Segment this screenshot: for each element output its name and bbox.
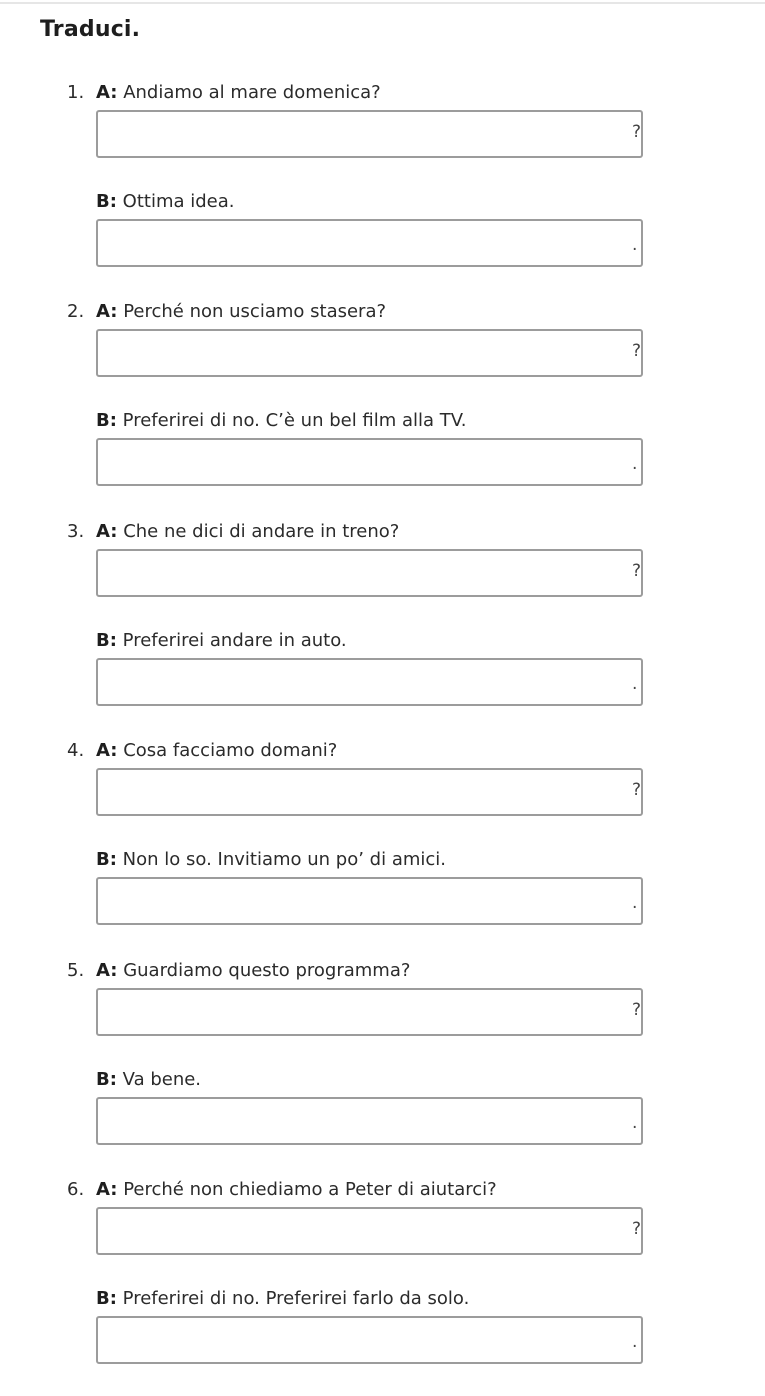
prompt-text: Cosa facciamo domani?	[123, 740, 338, 762]
answer-input[interactable]	[96, 1207, 643, 1255]
end-punctuation: .	[632, 1112, 638, 1133]
speaker-label: A:	[96, 520, 118, 542]
end-punctuation: ?	[632, 122, 642, 142]
end-punctuation: ?	[632, 560, 642, 581]
exercise-item	[0, 519, 765, 738]
answer-input[interactable]	[96, 877, 643, 925]
speaker-label: A:	[96, 301, 118, 323]
translation-exercise	[0, 80, 765, 1396]
prompt-b	[96, 190, 234, 214]
speaker-label: A:	[96, 740, 118, 762]
prompt-text: Che ne dici di andare in treno?	[123, 520, 400, 542]
prompt-text: Andiamo al mare domenica?	[123, 82, 381, 103]
end-punctuation: .	[632, 893, 638, 914]
prompt-text: Perché non usciamo stasera?	[123, 301, 387, 323]
speaker-label: B:	[96, 849, 117, 871]
top-divider	[0, 2, 765, 4]
prompt-text: Preferirei andare in auto.	[122, 629, 347, 651]
prompt-b	[96, 409, 467, 433]
answer-input[interactable]	[96, 438, 643, 486]
speaker-label: A:	[96, 959, 118, 981]
answer-input[interactable]	[96, 1097, 643, 1145]
speaker-label: B:	[96, 191, 117, 212]
prompt-b	[96, 848, 446, 872]
prompt-b	[96, 1287, 469, 1311]
item-number: 3.	[67, 520, 85, 542]
prompt-a	[96, 959, 410, 983]
end-punctuation: ?	[632, 1218, 642, 1239]
prompt-text: Preferirei di no. Preferirei farlo da solo.	[122, 1287, 470, 1309]
exercise-item	[0, 80, 765, 299]
end-punctuation: .	[632, 1331, 638, 1352]
prompt-a	[96, 1178, 497, 1202]
exercise-item	[0, 738, 765, 957]
prompt-text: Guardiamo questo programma?	[123, 959, 411, 981]
end-punctuation: ?	[632, 999, 642, 1020]
end-punctuation: ?	[632, 341, 642, 362]
prompt-text: Preferirei di no. C’è un bel film alla TV.	[122, 410, 467, 432]
answer-input[interactable]	[96, 658, 643, 706]
item-number: 5.	[67, 959, 85, 981]
speaker-label: B:	[96, 410, 117, 432]
answer-input[interactable]	[96, 549, 643, 597]
speaker-label: B:	[96, 1068, 117, 1090]
end-punctuation: ?	[632, 780, 642, 801]
exercise-item	[0, 958, 765, 1177]
prompt-text: Ottima idea.	[122, 191, 235, 212]
end-punctuation: .	[632, 673, 638, 694]
answer-input[interactable]	[96, 219, 643, 267]
answer-input[interactable]	[96, 1316, 643, 1364]
item-number: 6.	[67, 1178, 85, 1200]
prompt-b	[96, 1068, 201, 1092]
answer-input[interactable]	[96, 768, 643, 816]
end-punctuation: .	[632, 235, 638, 255]
prompt-text: Va bene.	[122, 1068, 202, 1090]
answer-input[interactable]	[96, 329, 643, 377]
item-number: 2.	[67, 301, 85, 323]
exercise-title: Traduci.	[40, 17, 141, 42]
speaker-label: B:	[96, 1287, 117, 1309]
prompt-text: Perché non chiediamo a Peter di aiutarci?	[123, 1178, 497, 1200]
end-punctuation: .	[632, 454, 638, 475]
speaker-label: A:	[96, 1178, 118, 1200]
prompt-a	[96, 300, 386, 324]
prompt-a	[96, 739, 337, 763]
prompt-b	[96, 629, 347, 653]
speaker-label: A:	[96, 82, 118, 103]
prompt-text: Non lo so. Invitiamo un po’ di amici.	[122, 849, 446, 871]
prompt-a	[96, 520, 399, 544]
answer-input[interactable]	[96, 110, 643, 158]
item-number: 1.	[67, 82, 85, 103]
speaker-label: B:	[96, 629, 117, 651]
prompt-a	[96, 81, 381, 105]
answer-input[interactable]	[96, 988, 643, 1036]
exercise-item	[0, 299, 765, 518]
item-number: 4.	[67, 740, 85, 762]
exercise-item	[0, 1177, 765, 1396]
